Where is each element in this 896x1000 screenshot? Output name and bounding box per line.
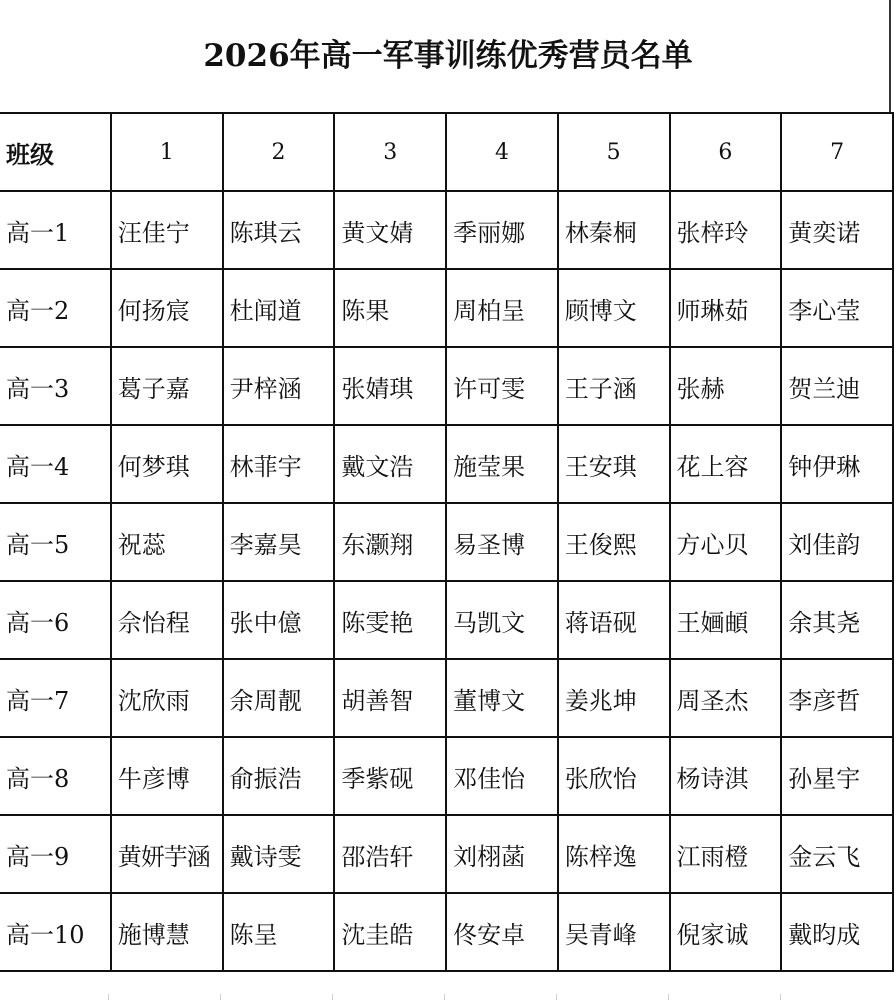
student-name-cell: 江雨橙 [670, 815, 782, 893]
table-row [0, 191, 893, 269]
header-column-6: 6 [670, 113, 782, 191]
student-name-cell: 张婧琪 [334, 347, 446, 425]
table-row [0, 269, 893, 347]
student-name-cell: 黄奕诺 [781, 191, 893, 269]
table-row [0, 737, 893, 815]
student-name-cell: 沈圭皓 [334, 893, 446, 971]
student-name-cell: 刘栩菡 [446, 815, 558, 893]
right-border-line [889, 0, 891, 113]
student-name-cell: 蒋语砚 [558, 581, 670, 659]
student-name-cell: 刘佳韵 [781, 503, 893, 581]
student-name-cell: 牛彦博 [111, 737, 223, 815]
header-column-4: 4 [446, 113, 558, 191]
student-name-cell: 佘怡程 [111, 581, 223, 659]
class-cell: 高一1 [0, 191, 111, 269]
table-row [0, 893, 893, 971]
student-name-cell: 陈呈 [223, 893, 335, 971]
student-name-cell: 陈雯艳 [334, 581, 446, 659]
student-name-cell: 余周靓 [223, 659, 335, 737]
class-cell: 高一7 [0, 659, 111, 737]
table-row [0, 659, 893, 737]
table-row [0, 425, 893, 503]
student-name-cell: 戴文浩 [334, 425, 446, 503]
student-name-cell: 施莹果 [446, 425, 558, 503]
student-name-cell: 黄文婧 [334, 191, 446, 269]
student-name-cell: 杨诗淇 [670, 737, 782, 815]
header-column-5: 5 [558, 113, 670, 191]
student-name-cell: 季紫砚 [334, 737, 446, 815]
class-cell: 高一3 [0, 347, 111, 425]
student-name-cell: 王俊熙 [558, 503, 670, 581]
student-name-cell: 易圣博 [446, 503, 558, 581]
student-name-cell: 张中億 [223, 581, 335, 659]
header-column-3: 3 [334, 113, 446, 191]
grid-tick [108, 994, 109, 1000]
header-column-2: 2 [223, 113, 335, 191]
student-name-cell: 余其尧 [781, 581, 893, 659]
student-name-cell: 钟伊琳 [781, 425, 893, 503]
student-name-cell: 张赫 [670, 347, 782, 425]
student-name-cell: 邵浩轩 [334, 815, 446, 893]
grid-tick [668, 994, 669, 1000]
student-name-cell: 金云飞 [781, 815, 893, 893]
student-name-cell: 何扬宸 [111, 269, 223, 347]
table-row [0, 581, 893, 659]
student-name-cell: 倪家诚 [670, 893, 782, 971]
class-cell: 高一9 [0, 815, 111, 893]
student-name-cell: 周圣杰 [670, 659, 782, 737]
student-name-cell: 胡善智 [334, 659, 446, 737]
student-name-cell: 李心莹 [781, 269, 893, 347]
grid-tick [332, 994, 333, 1000]
student-name-cell: 祝蕊 [111, 503, 223, 581]
student-name-cell: 黄妍芋涵 [111, 815, 223, 893]
student-name-cell: 东灏翔 [334, 503, 446, 581]
document-title: 2026年高一军事训练优秀营员名单 [203, 38, 693, 74]
student-name-cell: 贺兰迪 [781, 347, 893, 425]
student-name-cell: 师琳茹 [670, 269, 782, 347]
student-name-cell: 王子涵 [558, 347, 670, 425]
student-name-cell: 花上容 [670, 425, 782, 503]
table-header-row [0, 113, 893, 191]
student-name-cell: 李彦哲 [781, 659, 893, 737]
class-cell: 高一8 [0, 737, 111, 815]
class-cell: 高一5 [0, 503, 111, 581]
student-name-cell: 施博慧 [111, 893, 223, 971]
class-cell: 高一10 [0, 893, 111, 971]
class-cell: 高一4 [0, 425, 111, 503]
student-name-cell: 王婳頔 [670, 581, 782, 659]
student-name-cell: 周柏呈 [446, 269, 558, 347]
student-name-cell: 陈果 [334, 269, 446, 347]
table-row [0, 347, 893, 425]
student-name-cell: 吴青峰 [558, 893, 670, 971]
student-name-cell: 邓佳怡 [446, 737, 558, 815]
student-name-cell: 顾博文 [558, 269, 670, 347]
header-column-7: 7 [781, 113, 893, 191]
student-name-cell: 马凯文 [446, 581, 558, 659]
student-name-cell: 戴昀成 [781, 893, 893, 971]
student-name-cell: 王安琪 [558, 425, 670, 503]
student-name-cell: 张梓玲 [670, 191, 782, 269]
header-class-label: 班级 [0, 113, 111, 191]
student-name-cell: 戴诗雯 [223, 815, 335, 893]
header-column-1: 1 [111, 113, 223, 191]
student-name-cell: 姜兆坤 [558, 659, 670, 737]
student-name-cell: 杜闻道 [223, 269, 335, 347]
student-name-cell: 佟安卓 [446, 893, 558, 971]
student-name-cell: 林秦桐 [558, 191, 670, 269]
grid-tick [780, 994, 781, 1000]
student-name-cell: 汪佳宁 [111, 191, 223, 269]
student-name-cell: 许可雯 [446, 347, 558, 425]
class-cell: 高一2 [0, 269, 111, 347]
grid-tick [220, 994, 221, 1000]
student-name-cell: 葛子嘉 [111, 347, 223, 425]
class-cell: 高一6 [0, 581, 111, 659]
student-name-cell: 孙星宇 [781, 737, 893, 815]
student-name-cell: 张欣怡 [558, 737, 670, 815]
student-name-cell: 季丽娜 [446, 191, 558, 269]
student-name-cell: 方心贝 [670, 503, 782, 581]
grid-tick [556, 994, 557, 1000]
table-row [0, 815, 893, 893]
student-name-cell: 陈梓逸 [558, 815, 670, 893]
student-name-cell: 陈琪云 [223, 191, 335, 269]
grid-tick [444, 994, 445, 1000]
student-name-cell: 何梦琪 [111, 425, 223, 503]
student-name-cell: 沈欣雨 [111, 659, 223, 737]
student-name-cell: 尹梓涵 [223, 347, 335, 425]
student-name-cell: 董博文 [446, 659, 558, 737]
student-name-cell: 李嘉昊 [223, 503, 335, 581]
student-name-cell: 林菲宇 [223, 425, 335, 503]
student-name-cell: 俞振浩 [223, 737, 335, 815]
table-row [0, 503, 893, 581]
roster-table [0, 112, 894, 972]
next-row-edge [0, 994, 896, 1000]
